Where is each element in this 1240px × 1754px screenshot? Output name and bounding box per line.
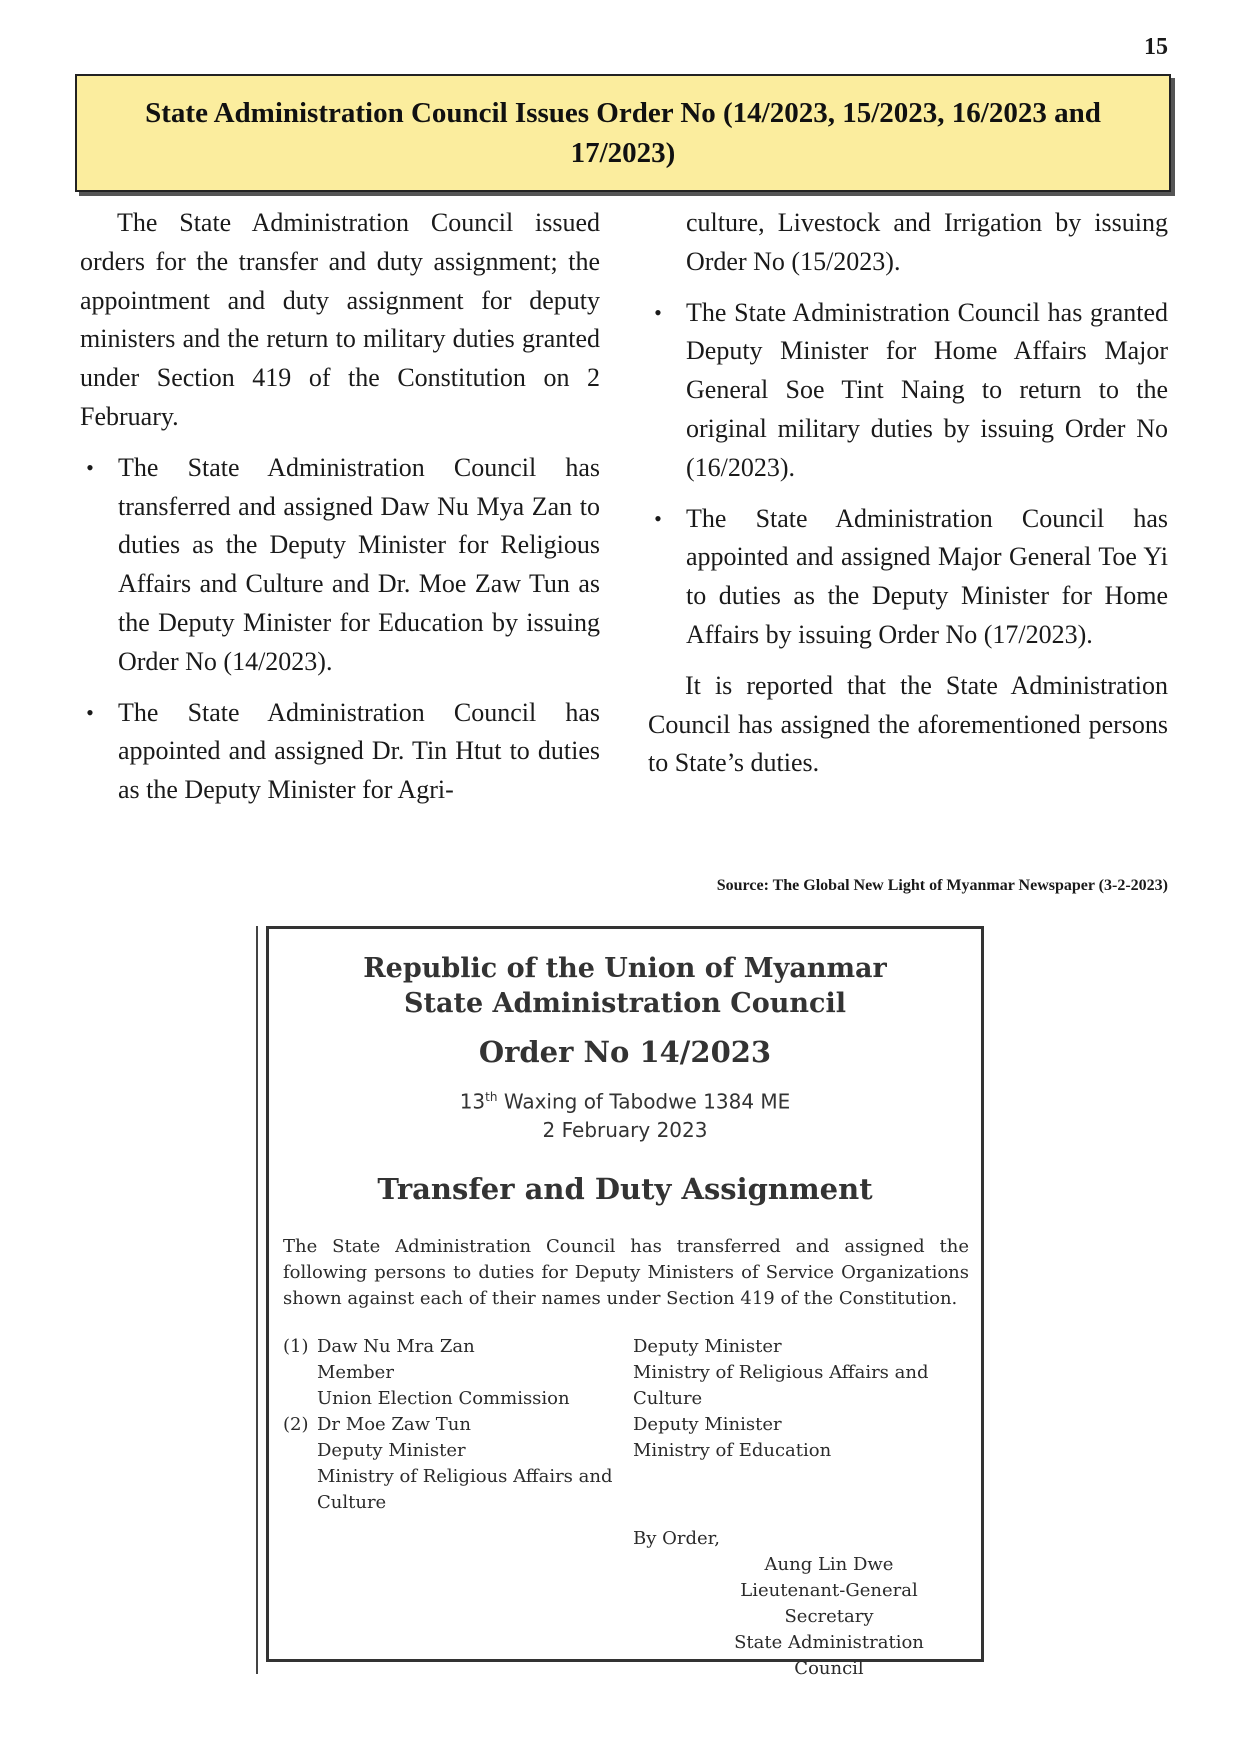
- entry-line: Deputy Minister: [633, 1335, 782, 1357]
- list-item: [269, 1412, 981, 1516]
- order-title: Order No 14/2023: [478, 1035, 772, 1069]
- bullet-list-left: [80, 449, 600, 810]
- order-date-myanmar: [269, 1083, 981, 1116]
- order-date-rest: Waxing of Tabodwe 1384 ME: [497, 1089, 791, 1114]
- entry-assignment: [633, 1334, 953, 1412]
- signatory-block: [709, 1552, 949, 1682]
- entry-person: [317, 1412, 633, 1516]
- bullet-text: The State Administration Council has appointed and assigned Major General Toe Yi to duties as the Deputy Minister for Home Affairs by issuing Order No (17/2023).: [686, 503, 1168, 649]
- bullet-text: The State Administration Council has transferred and assigned Daw Nu Mya Zan to duties as the Deputy Minister for Religious Affairs and Culture and Dr. Moe Zaw Tun as the Deputy Minister for Education by issuing Order No (14/2023).: [118, 452, 600, 676]
- signatory-organization: State Administration Council: [734, 1631, 924, 1679]
- order-intro: The State Administration Council has transferred and assigned the following persons to duties for Deputy Ministers of Service Organizations shown against each of their names under Section 419 of the Constitution.: [283, 1235, 969, 1309]
- by-order: By Order,: [633, 1527, 721, 1549]
- list-item: [648, 294, 1168, 488]
- headline-box: [75, 74, 1171, 192]
- entry-line: Ministry of Religious Affairs and: [633, 1361, 929, 1383]
- entry-line: Dr Moe Zaw Tun: [317, 1413, 471, 1435]
- order-list: [269, 1334, 981, 1516]
- entry-number: (2): [283, 1413, 309, 1435]
- signatory-name: Aung Lin Dwe: [764, 1553, 894, 1575]
- entry-number: (1): [283, 1335, 309, 1357]
- article-intro: The State Administration Council issued orders for the transfer and duty assignment; the appointment and duty assignment for deputy ministers and the return to military duties granted under Section 419 of the Constitution on 2 February.: [80, 208, 600, 431]
- entry-line: Deputy Minister: [317, 1439, 466, 1461]
- signatory-title: Secretary: [784, 1605, 874, 1627]
- order-clipping: [266, 926, 984, 1679]
- source-credit: Source: The Global New Light of Myanmar Newspaper (3-2-2023): [716, 877, 1168, 894]
- article-closing: It is reported that the State Administration Council has assigned the aforementioned persons to State’s duties.: [648, 670, 1168, 778]
- order-date-suffix: th: [485, 1090, 498, 1104]
- entry-assignment: [633, 1412, 953, 1516]
- entry-person: [317, 1334, 633, 1412]
- entry-line: Ministry of Education: [633, 1439, 832, 1461]
- page-number: 15: [1144, 34, 1168, 60]
- entry-line: Culture: [317, 1491, 387, 1513]
- order-subject: Transfer and Duty Assignment: [377, 1171, 873, 1206]
- bullet-list-right: [648, 294, 1168, 655]
- article-column-left: [80, 204, 600, 822]
- list-item: [80, 694, 600, 810]
- headline-line-2: 17/2023): [570, 137, 676, 169]
- entry-line: Deputy Minister: [633, 1413, 782, 1435]
- list-item: [80, 449, 600, 682]
- order-date-gregorian: 2 February 2023: [542, 1117, 708, 1142]
- article-column-right: [648, 204, 1168, 822]
- clipping-edge: [256, 926, 258, 1674]
- order-header: [269, 951, 981, 1208]
- entry-line: Daw Nu Mra Zan: [317, 1335, 475, 1357]
- bullet-icon: •: [86, 454, 94, 480]
- article: [80, 204, 1168, 822]
- entry-line: Culture: [633, 1387, 703, 1409]
- bullet-icon: •: [654, 299, 662, 325]
- bullet-text: The State Administration Council has granted Deputy Minister for Home Affairs Major General Soe Tint Naing to return to the original military duties by issuing Order No (16/2023).: [686, 297, 1168, 482]
- bullet-icon: •: [654, 505, 662, 531]
- entry-line: Ministry of Religious Affairs and: [317, 1465, 613, 1487]
- entry-line: Member: [317, 1361, 394, 1383]
- headline: [145, 93, 1101, 173]
- list-item: [269, 1334, 981, 1412]
- bullet-text: The State Administration Council has appointed and assigned Dr. Tin Htut to duties as the Deputy Minister for Agri-: [118, 697, 600, 805]
- order-council: State Administration Council: [404, 988, 846, 1019]
- order-country: Republic of the Union of Myanmar: [363, 953, 887, 984]
- headline-line-1: State Administration Council Issues Order No (14/2023, 15/2023, 16/2023 and: [145, 97, 1101, 129]
- signatory-rank: Lieutenant-General: [740, 1579, 918, 1601]
- bullet-icon: •: [86, 699, 94, 725]
- list-item: [648, 500, 1168, 655]
- order-date-day: 13: [459, 1089, 486, 1114]
- entry-line: Union Election Commission: [317, 1387, 570, 1409]
- bullet-continuation: culture, Livestock and Irrigation by issuing Order No (15/2023).: [686, 208, 1168, 276]
